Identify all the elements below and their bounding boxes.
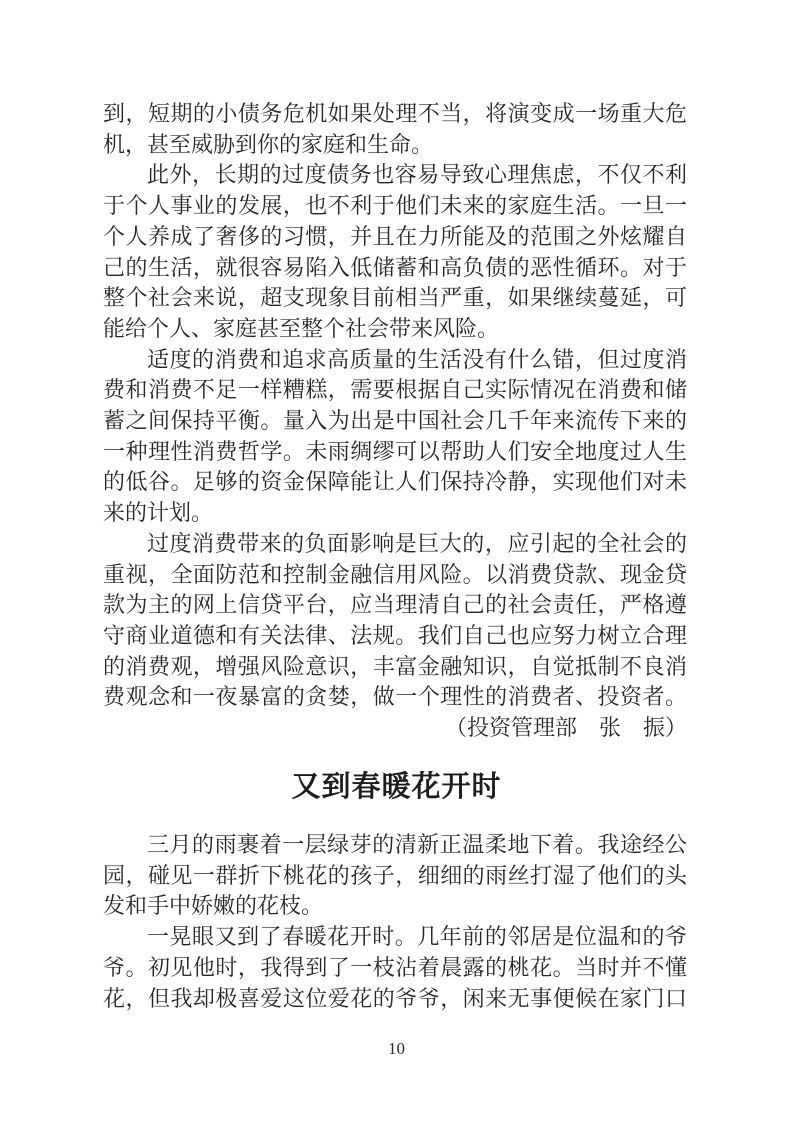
text-line: 发和手中娇嫩的花枝。 bbox=[103, 893, 324, 919]
text-line: 园，碰见一群折下桃花的孩子，细细的雨丝打湿了他们的头 bbox=[103, 862, 687, 888]
text-line: 己的生活，就很容易陷入低储蓄和高负债的恶性循环。对于 bbox=[103, 254, 687, 280]
text-line: 到，短期的小债务危机如果处理不当，将演变成一场重大危 bbox=[103, 101, 687, 126]
text-line: 过度消费带来的负面影响是巨大的，应引起的全社会的 bbox=[147, 530, 687, 556]
text-line: 整个社会来说，超支现象目前相当严重，如果继续蔓延，可 bbox=[103, 285, 687, 311]
text-line: 守商业道德和有关法律、法规。我们自己也应努力树立合理 bbox=[103, 622, 687, 648]
text-line: 适度的消费和追求高质量的生活没有什么错，但过度消 bbox=[147, 346, 687, 372]
text-line: 蓄之间保持平衡。量入为出是中国社会几千年来流传下来的 bbox=[103, 408, 687, 434]
text-line: 于个人事业的发展，也不利于他们未来的家庭生活。一旦一 bbox=[103, 193, 687, 219]
text-line: 费观念和一夜暴富的贪婪，做一个理性的消费者、投资者。 bbox=[103, 684, 687, 710]
text-line: 费和消费不足一样糟糕，需要根据自己实际情况在消费和储 bbox=[103, 377, 687, 403]
text-line: 个人养成了奢侈的习惯，并且在力所能及的范围之外炫耀自 bbox=[103, 223, 687, 249]
article-byline: （投资管理部 张 振） bbox=[444, 715, 687, 741]
text-line: 款为主的网上信贷平台，应当理清自己的社会责任，严格遵 bbox=[103, 592, 687, 618]
text-line: 的消费观，增强风险意识，丰富金融知识，自觉抵制不良消 bbox=[103, 653, 687, 679]
text-line: 机，甚至威胁到你的家庭和生命。 bbox=[103, 131, 434, 157]
text-line: 一种理性消费哲学。未雨绸缪可以帮助人们安全地度过人生 bbox=[103, 438, 687, 464]
article-2-body bbox=[103, 830, 687, 1014]
article-1-body bbox=[103, 99, 687, 744]
text-line: 此外，长期的过度债务也容易导致心理焦虑，不仅不利 bbox=[147, 162, 687, 188]
article-title: 又到春暖花开时 bbox=[291, 771, 502, 803]
text-line: 爷。初见他时，我得到了一枝沾着晨露的桃花。当时并不懂 bbox=[103, 954, 687, 980]
text-line: 能给个人、家庭甚至整个社会带来风险。 bbox=[103, 315, 500, 341]
text-line: 三月的雨裹着一层绿芽的清新正温柔地下着。我途经公 bbox=[147, 832, 687, 857]
text-line: 的低谷。足够的资金保障能让人们保持冷静，实现他们对未 bbox=[103, 469, 687, 495]
text-line: 花，但我却极喜爱这位爱花的爷爷，闲来无事便候在家门口 bbox=[103, 985, 687, 1011]
text-line: 来的计划。 bbox=[103, 500, 214, 526]
text-line: 重视，全面防范和控制金融信用风险。以消费贷款、现金贷 bbox=[103, 561, 687, 587]
page-number: 10 bbox=[388, 1039, 405, 1058]
text-line: 一晃眼又到了春暖花开时。几年前的邻居是位温和的爷 bbox=[147, 924, 687, 950]
